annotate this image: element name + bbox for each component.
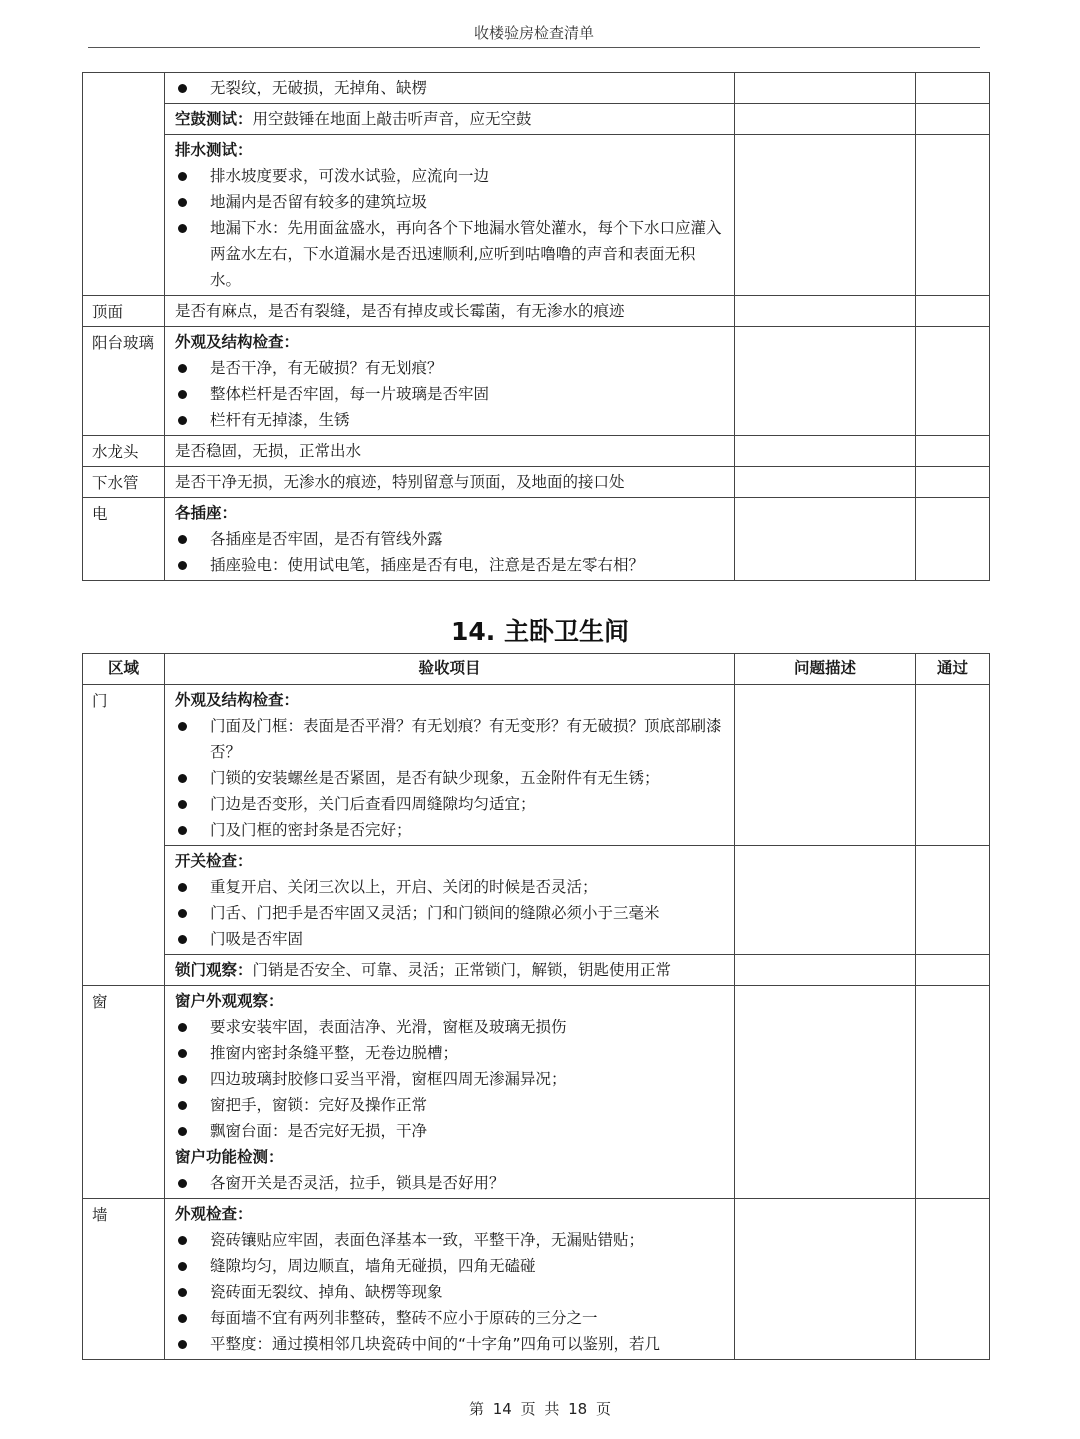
bullet-list (175, 1227, 726, 1357)
item-cell (165, 1199, 735, 1360)
area-cell: 下水管 (83, 467, 165, 498)
bullet-item: 门舌、门把手是否牢固又灵活；门和门锁间的缝隙必须小于三毫米 (175, 900, 726, 926)
problem-description-cell (735, 327, 916, 436)
bullet-item: 各窗开关是否灵活，拉手，锁具是否好用？ (175, 1170, 726, 1196)
problem-description-cell (735, 73, 916, 104)
item-heading: 外观检查： (175, 1205, 253, 1223)
item-cell (165, 296, 735, 327)
problem-description-cell (735, 296, 916, 327)
area-cell: 墙 (83, 1199, 165, 1360)
pass-cell (916, 498, 990, 581)
item-heading: 各插座： (175, 504, 238, 522)
item-cell (165, 955, 735, 986)
problem-description-cell (735, 955, 916, 986)
bullet-item: 整体栏杆是否牢固，每一片玻璃是否牢固 (175, 381, 726, 407)
table-row (83, 296, 990, 327)
bullet-item: 插座验电：使用试电笔，插座是否有电，注意是否是左零右相？ (175, 552, 726, 578)
bullet-item: 每面墙不宜有两列非整砖，整砖不应小于原砖的三分之一 (175, 1305, 726, 1331)
bullet-list (175, 713, 726, 843)
bullet-item: 缝隙均匀，周边顺直，墙角无碰损，四角无磕碰 (175, 1253, 726, 1279)
item-cell (165, 73, 735, 104)
pass-cell (916, 73, 990, 104)
page-header-title: 收楼验房检查清单 (473, 24, 594, 42)
pass-cell (916, 327, 990, 436)
bullet-list (175, 1170, 726, 1196)
area-cell: 水龙头 (83, 436, 165, 467)
pass-cell (916, 846, 990, 955)
bullet-item: 飘窗台面：是否完好无损，干净 (175, 1118, 726, 1144)
bullet-item: 排水坡度要求，可泼水试验，应流向一边 (175, 163, 726, 189)
pass-cell (916, 467, 990, 498)
pass-cell (916, 104, 990, 135)
pass-cell (916, 296, 990, 327)
bullet-item: 地漏下水：先用面盆盛水，再向各个下地漏水管处灌水，每个下水口应灌入两盆水左右，下水道漏水是否迅速顺利,应听到咕噜噜的声音和表面无积水。 (175, 215, 726, 293)
item-heading: 窗户外观观察： (175, 992, 284, 1010)
header-area: 区域 (83, 654, 165, 685)
bullet-item: 是否干净，有无破损？有无划痕？ (175, 355, 726, 381)
bullet-item: 重复开启、关闭三次以上，开启、关闭的时候是否灵活； (175, 874, 726, 900)
bullet-list (175, 1014, 726, 1144)
item-heading: 空鼓测试： (175, 110, 253, 128)
section-title: 14. 主卧卫生间 (451, 617, 629, 646)
bullet-list (175, 75, 726, 101)
area-cell: 电 (83, 498, 165, 581)
item-cell (165, 104, 735, 135)
table-row (83, 498, 990, 581)
bullet-item: 门面及门框：表面是否平滑？有无划痕？有无变形？有无破损？顶底部刷漆否？ (175, 713, 726, 765)
item-cell (165, 498, 735, 581)
problem-description-cell (735, 498, 916, 581)
problem-description-cell (735, 986, 916, 1199)
bullet-item: 平整度：通过摸相邻几块瓷砖中间的“十字角”四角可以鉴别，若几 (175, 1331, 726, 1357)
item-line (175, 106, 726, 132)
bullet-list (175, 526, 726, 578)
area-cell: 阳台玻璃 (83, 327, 165, 436)
bullet-item: 无裂纹，无破损，无掉角、缺楞 (175, 75, 726, 101)
bullet-item: 地漏内是否留有较多的建筑垃圾 (175, 189, 726, 215)
bullet-item: 瓷砖镶贴应牢固，表面色泽基本一致，平整干净，无漏贴错贴； (175, 1227, 726, 1253)
problem-description-cell (735, 846, 916, 955)
table-header-row (83, 654, 990, 685)
area-cell (83, 73, 165, 296)
table-row (83, 327, 990, 436)
item-heading: 外观及结构检查： (175, 691, 300, 709)
item-text: 是否有麻点，是否有裂缝，是否有掉皮或长霉菌，有无渗水的痕迹 (175, 302, 625, 320)
bullet-list (175, 874, 726, 952)
item-text: 门销是否安全、可靠、灵活；正常锁门，解锁，钥匙使用正常 (252, 961, 672, 979)
bullet-item: 推窗内密封条缝平整，无卷边脱槽； (175, 1040, 726, 1066)
item-text: 用空鼓锤在地面上敲击听声音，应无空鼓 (252, 110, 532, 128)
bullet-item: 门及门框的密封条是否完好； (175, 817, 726, 843)
item-cell (165, 846, 735, 955)
item-heading: 排水测试： (175, 141, 253, 159)
item-text: 是否干净无损，无渗水的痕迹，特别留意与顶面，及地面的接口处 (175, 473, 625, 491)
item-cell (165, 467, 735, 498)
item-line (175, 957, 726, 983)
item-text: 是否稳固，无损，正常出水 (175, 442, 362, 460)
bullet-item: 瓷砖面无裂纹、掉角、缺楞等现象 (175, 1279, 726, 1305)
bullet-item: 门边是否变形，关门后查看四周缝隙均匀适宜； (175, 791, 726, 817)
item-heading: 外观及结构检查： (175, 333, 300, 351)
header-desc: 问题描述 (735, 654, 916, 685)
item-cell (165, 986, 735, 1199)
table-row (83, 955, 990, 986)
table-row (83, 685, 990, 846)
checklist-table-master-bathroom (82, 653, 990, 1360)
item-cell (165, 685, 735, 846)
problem-description-cell (735, 467, 916, 498)
table-row (83, 986, 990, 1199)
table-row (83, 436, 990, 467)
problem-description-cell (735, 104, 916, 135)
problem-description-cell (735, 135, 916, 296)
pass-cell (916, 1199, 990, 1360)
problem-description-cell (735, 685, 916, 846)
pass-cell (916, 436, 990, 467)
area-cell: 顶面 (83, 296, 165, 327)
pass-cell (916, 986, 990, 1199)
item-cell (165, 327, 735, 436)
pass-cell (916, 955, 990, 986)
item-heading: 锁门观察： (175, 961, 253, 979)
bullet-item: 各插座是否牢固，是否有管线外露 (175, 526, 726, 552)
table-row (83, 135, 990, 296)
header-divider (88, 47, 980, 48)
table-row (83, 73, 990, 104)
area-cell: 窗 (83, 986, 165, 1199)
area-cell: 门 (83, 685, 165, 986)
header-item: 验收项目 (165, 654, 735, 685)
pass-cell (916, 135, 990, 296)
item-heading: 窗户功能检测： (175, 1148, 284, 1166)
checklist-table-continued (82, 72, 990, 581)
table-row (83, 467, 990, 498)
bullet-item: 栏杆有无掉漆，生锈 (175, 407, 726, 433)
page-footer: 第 14 页 共 18 页 (468, 1400, 611, 1418)
table-row (83, 846, 990, 955)
table-row (83, 104, 990, 135)
bullet-item: 门锁的安装螺丝是否紧固，是否有缺少现象，五金附件有无生锈； (175, 765, 726, 791)
bullet-list (175, 355, 726, 433)
item-heading: 开关检查： (175, 852, 253, 870)
item-cell (165, 135, 735, 296)
item-cell (165, 436, 735, 467)
bullet-item: 门吸是否牢固 (175, 926, 726, 952)
bullet-item: 要求安装牢固，表面洁净、光滑，窗框及玻璃无损伤 (175, 1014, 726, 1040)
bullet-item: 窗把手，窗锁：完好及操作正常 (175, 1092, 726, 1118)
pass-cell (916, 685, 990, 846)
bullet-item: 四边玻璃封胶修口妥当平滑，窗框四周无渗漏异况； (175, 1066, 726, 1092)
bullet-list (175, 163, 726, 293)
table-row (83, 1199, 990, 1360)
problem-description-cell (735, 436, 916, 467)
problem-description-cell (735, 1199, 916, 1360)
header-pass: 通过 (916, 654, 990, 685)
